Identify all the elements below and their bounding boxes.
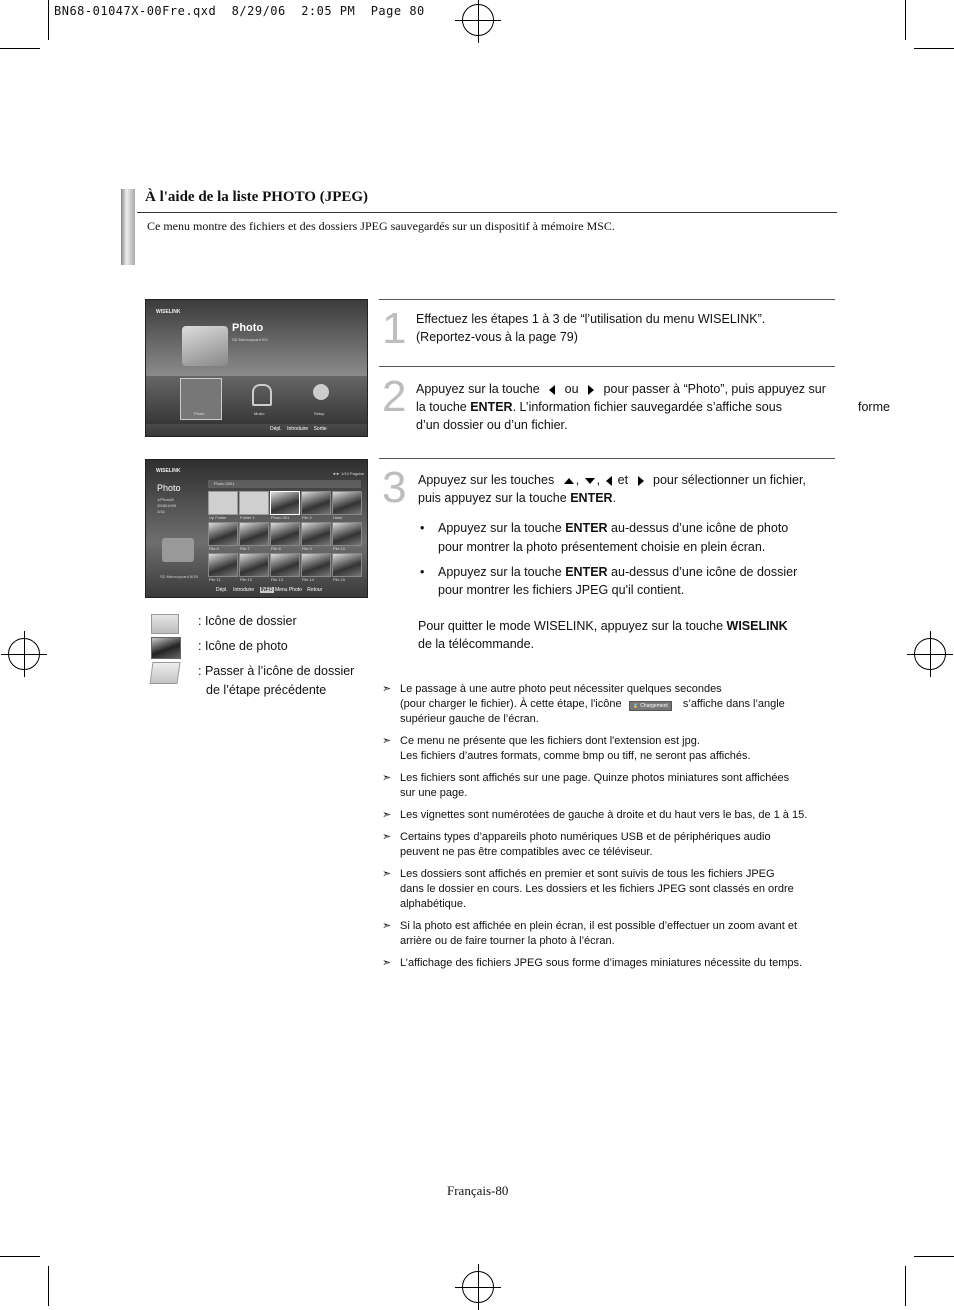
step-text-part: ou <box>564 382 579 396</box>
step-text: Effectuez les étapes 1 à 3 de “l’utilisation du menu WISELINK”. <box>416 312 766 326</box>
footer-move: Dépl. <box>270 426 282 432</box>
note-line: arrière ou de faire tourner la photo à l’écran. <box>400 935 615 947</box>
info-line: 2006/1/9/5 <box>157 503 176 508</box>
down-arrow-icon <box>585 478 595 484</box>
registration-mark <box>462 1271 494 1303</box>
path-label: Photo 0001 <box>214 481 235 486</box>
crop-mark <box>0 48 40 49</box>
footer-back: Retour <box>307 587 323 593</box>
photo-list-screenshot <box>145 459 368 598</box>
step-text-part: pour sélectionner un fichier, <box>653 473 806 487</box>
note-line: Ce menu ne présente que les fichiers dont l'extension est jpg. <box>400 735 700 747</box>
folder-thumbnail[interactable] <box>208 491 238 515</box>
note-line: peuvent ne pas être compatibles avec ce téléviseur. <box>400 846 653 858</box>
note-item <box>382 830 842 860</box>
step-text-part: , <box>596 473 601 487</box>
footer-info-tag: INFO <box>260 587 273 593</box>
step-rule <box>379 299 835 300</box>
thumbnail-label: File 13 <box>271 577 284 582</box>
photo-thumbnail[interactable] <box>332 491 362 515</box>
registration-mark <box>8 638 40 670</box>
crop-mark <box>48 1266 49 1306</box>
thumbnail-label: File 7 <box>240 546 250 551</box>
bullet-dot: • <box>420 565 425 579</box>
legend-photo-text: : Icône de photo <box>198 639 288 653</box>
thumbnail-label: File 9 <box>302 546 312 551</box>
step-key-enter: ENTER <box>570 491 613 505</box>
brand-logo: WISELINK <box>156 309 181 315</box>
photo-thumbnail[interactable] <box>332 522 362 546</box>
step-rule <box>379 366 835 367</box>
up-arrow-icon <box>564 478 574 484</box>
note-item <box>382 919 842 949</box>
photo-thumbnail[interactable] <box>270 491 300 515</box>
thumbnail-label: File 2 <box>302 515 312 520</box>
section-rule <box>137 212 837 213</box>
photo-thumbnail[interactable] <box>239 553 269 577</box>
thumbnail-label: Up Folder <box>209 515 227 520</box>
step-text <box>416 398 782 416</box>
step-number: 3 <box>382 463 407 512</box>
loading-badge-label: Chargement <box>640 703 668 709</box>
bullet-key-enter: ENTER <box>565 521 608 535</box>
note-item <box>382 867 842 912</box>
quit-part: Pour quitter le mode WISELINK, appuyez sur la touche <box>418 619 724 633</box>
bullet-part: au-dessus d’une icône de dossier <box>611 565 798 579</box>
camera-icon <box>182 326 228 366</box>
crop-mark <box>48 0 49 40</box>
hourglass-icon: ⌛ <box>632 703 639 709</box>
photo-icon <box>151 637 181 659</box>
crop-mark <box>914 48 954 49</box>
info-line: 1/16 <box>157 509 165 514</box>
step-text-part: Appuyez sur les touches <box>418 473 555 487</box>
step-text: (Reportez-vous à la page 79) <box>416 330 578 344</box>
gear-icon <box>313 384 329 400</box>
menu-label-setup: Setup <box>314 411 325 416</box>
step-text-part: , <box>575 473 580 487</box>
left-arrow-icon <box>606 476 612 486</box>
step-text <box>418 489 616 507</box>
notes-list <box>382 682 842 978</box>
note-part: (pour charger le fichier). À cette étape, l'icône <box>400 698 622 710</box>
legend-parent-text-2: de l’étape précédente <box>206 683 327 697</box>
step-number: 1 <box>382 304 407 353</box>
thumbnail-label: File 15 <box>333 577 346 582</box>
headphones-icon <box>252 384 272 406</box>
registration-mark <box>462 4 494 36</box>
section-sidebar-bar <box>121 189 135 265</box>
crop-mark <box>905 1266 906 1306</box>
note-marker: ➣ <box>382 809 392 821</box>
thumbnail-label: File 10 <box>333 546 346 551</box>
footer-exit: Sortie <box>313 426 327 432</box>
quit-text: de la télécommande. <box>418 637 535 651</box>
note-line: Les fichiers sont affichés sur une page. Quinze photos miniatures sont affichées <box>400 772 790 784</box>
left-arrow-icon <box>549 385 555 395</box>
menu-label-photo: Photo <box>194 411 205 416</box>
device-label: SD Memorycard 8GB <box>160 574 199 579</box>
photo-thumbnail[interactable] <box>270 522 300 546</box>
note-item <box>382 682 842 727</box>
bullet-text <box>438 519 788 537</box>
camera-icon <box>162 538 194 562</box>
note-line: Si la photo est affichée en plein écran, il est possible d’effectuer un zoom avant et <box>400 920 798 932</box>
menu-label-music: Music <box>254 411 265 416</box>
bullet-part: Appuyez sur la touche <box>438 521 562 535</box>
step-text-part: . L’information fichier sauvegardée s’affiche sous <box>512 400 782 414</box>
footer-move: Dépl. <box>216 587 228 593</box>
photo-thumbnail[interactable] <box>301 491 331 515</box>
screen-footer <box>270 426 327 432</box>
note-marker: ➣ <box>382 683 392 695</box>
note-marker: ➣ <box>382 920 392 932</box>
page-indicator: ◄► 1/10 Pagsive <box>332 471 365 476</box>
legend-folder-text: : Icône de dossier <box>198 614 297 628</box>
page-number: Français-80 <box>447 1183 509 1198</box>
right-arrow-icon <box>638 476 644 486</box>
step-text-part: et <box>617 473 629 487</box>
note-marker: ➣ <box>382 735 392 747</box>
step-text-part: la touche <box>416 400 467 414</box>
thumbnail-label: File 8 <box>271 546 281 551</box>
step-text-part: Appuyez sur la touche <box>416 382 540 396</box>
bullet-text: pour montrer les fichiers JPEG qu'il contient. <box>438 583 685 597</box>
note-line: sur une page. <box>400 787 468 799</box>
note-line: Les dossiers sont affichés en premier et sont suivis de tous les fichiers JPEG <box>400 868 775 880</box>
screen-subheading: SD Memorycard 0/0 <box>232 337 268 342</box>
footer-enter: Introduire <box>233 587 255 593</box>
thumbnail-grid <box>208 491 363 583</box>
note-item <box>382 956 842 971</box>
bullet-key-enter: ENTER <box>565 565 608 579</box>
bullet-text: pour montrer la photo présentement choisie en plein écran. <box>438 540 766 554</box>
step-rule <box>379 458 835 459</box>
legend-parent-text: : Passer à l’icône de dossier <box>198 664 355 678</box>
note-item <box>382 734 842 764</box>
parent-folder-icon <box>149 662 180 684</box>
step-text: d’un dossier ou d’un fichier. <box>416 418 568 432</box>
note-marker: ➣ <box>382 831 392 843</box>
registration-mark <box>914 638 946 670</box>
note-line: Les fichiers d’autres formats, comme bmp ou tiff, ne seront pas affichés. <box>400 750 751 762</box>
step-text-part: . <box>612 491 617 505</box>
folder-icon <box>151 614 179 634</box>
quit-text <box>418 617 788 635</box>
note-marker: ➣ <box>382 868 392 880</box>
brand-logo: WISELINK <box>156 468 181 474</box>
photo-thumbnail[interactable] <box>301 553 331 577</box>
crop-mark <box>905 0 906 40</box>
step-text-part: puis appuyez sur la touche <box>418 491 567 505</box>
bullet-dot: • <box>420 521 425 535</box>
screen-heading: Photo <box>157 483 181 493</box>
folder-thumbnail[interactable] <box>239 491 269 515</box>
bullet-text <box>438 563 797 581</box>
note-line <box>400 697 842 712</box>
photo-thumbnail[interactable] <box>239 522 269 546</box>
note-item <box>382 808 842 823</box>
footer-menu: Menu Photo <box>274 587 302 593</box>
thumbnail-label: File 6 <box>209 546 219 551</box>
photo-thumbnail[interactable] <box>301 522 331 546</box>
note-line: Le passage à une autre photo peut nécessiter quelques secondes <box>400 683 722 695</box>
note-line: L’affichage des fichiers JPEG sous forme d’images miniatures nécessite du temps. <box>400 957 803 969</box>
step-text: forme <box>858 400 890 414</box>
step-text <box>416 380 826 398</box>
right-arrow-icon <box>588 385 594 395</box>
note-line: Certains types d’appareils photo numériques USB et de périphériques audio <box>400 831 771 843</box>
photo-thumbnail[interactable] <box>208 522 238 546</box>
bullet-part: au-dessus d’une icône de photo <box>611 521 789 535</box>
step-number: 2 <box>382 372 407 421</box>
crop-mark <box>0 1256 40 1257</box>
thumbnail-label: Folder 1 <box>240 515 255 520</box>
screen-heading: Photo <box>232 322 264 334</box>
note-part: s’affiche dans l’angle <box>682 698 785 710</box>
step-key-enter: ENTER <box>470 400 513 414</box>
photo-thumbnail[interactable] <box>332 553 362 577</box>
note-line: dans le dossier en cours. Les dossiers et les fichiers JPEG sont classés en ordre <box>400 883 794 895</box>
step-text-part: pour passer à “Photo”, puis appuyez sur <box>603 382 826 396</box>
bullet-part: Appuyez sur la touche <box>438 565 562 579</box>
wiselink-main-screenshot <box>145 299 368 437</box>
loading-badge <box>629 701 672 711</box>
section-intro: Ce menu montre des fichiers et des dossiers JPEG sauvegardés sur un dispositif à mémoire MSC. <box>147 219 615 233</box>
thumbnail-label: Photo 001 <box>271 515 290 520</box>
footer-enter: Introduire <box>287 426 309 432</box>
note-item <box>382 771 842 801</box>
note-marker: ➣ <box>382 957 392 969</box>
crop-mark <box>914 1256 954 1257</box>
screen-footer <box>216 587 322 593</box>
note-line: Les vignettes sont numérotées de gauche à droite et du haut vers le bas, de 1 à 15. <box>400 809 808 821</box>
thumbnail-label: File 12 <box>240 577 253 582</box>
photo-thumbnail[interactable] <box>208 553 238 577</box>
note-line: alphabétique. <box>400 898 467 910</box>
step-text <box>418 471 806 489</box>
thumbnail-label: File 14 <box>302 577 315 582</box>
note-marker: ➣ <box>382 772 392 784</box>
thumbnail-label: File 11 <box>209 577 221 582</box>
info-line: 1/Photo2/ <box>157 497 175 502</box>
path-bar <box>208 480 361 488</box>
file-header: BN68-01047X-00Fre.qxd 8/29/06 2:05 PM Page 80 <box>54 4 425 18</box>
note-line: supérieur gauche de l’écran. <box>400 713 539 725</box>
photo-thumbnail[interactable] <box>270 553 300 577</box>
thumbnail-label: Hotel <box>333 515 343 520</box>
quit-key-wiselink: WISELINK <box>726 619 788 633</box>
section-title: À l'aide de la liste PHOTO (JPEG) <box>145 189 369 205</box>
